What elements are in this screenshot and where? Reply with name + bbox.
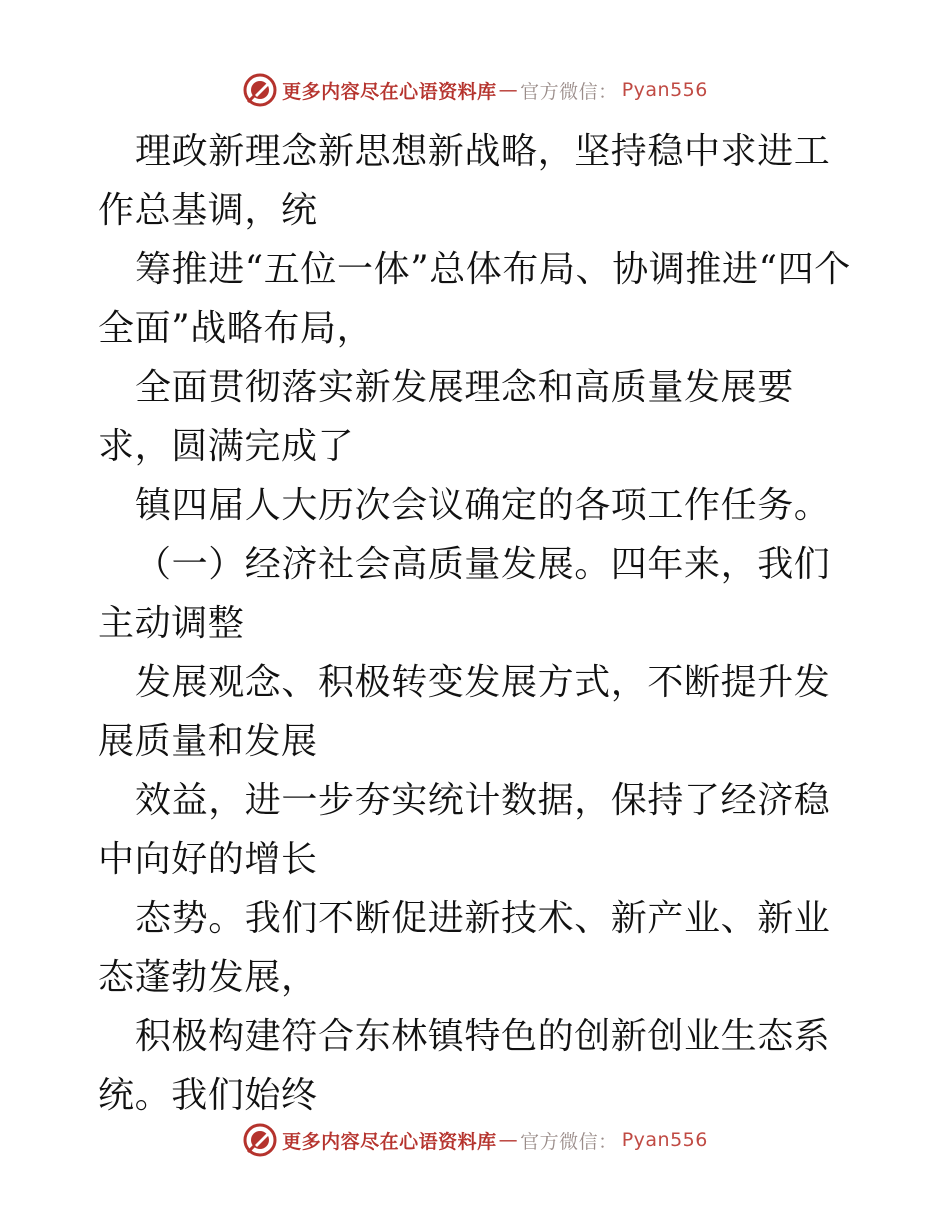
paragraph-5: （一）经济社会高质量发展。四年来，我们主动调整 <box>98 544 831 644</box>
pen-logo-icon <box>242 72 278 108</box>
header-watermark <box>0 70 950 110</box>
pen-logo-icon <box>242 1122 278 1158</box>
watermark-dash: — <box>498 1129 519 1151</box>
paragraph-4: 镇四届人大历次会议确定的各项工作任务。 <box>135 485 831 526</box>
paragraph-9: 积极构建符合东林镇特色的创新创业生态系统。我们始终 <box>98 1016 831 1116</box>
footer-watermark <box>0 1120 950 1160</box>
paragraph-6: 发展观念、积极转变发展方式，不断提升发展质量和发展 <box>98 662 831 762</box>
paragraph-3: 全面贯彻落实新发展理念和高质量发展要求，圆满完成了 <box>98 367 794 467</box>
paragraph-1: 理政新理念新思想新战略，坚持稳中求进工作总基调，统 <box>98 131 831 231</box>
paragraph-8: 态势。我们不断促进新技术、新产业、新业态蓬勃发展， <box>98 898 831 998</box>
paragraph-7: 效益，进一步夯实统计数据，保持了经济稳中向好的增长 <box>98 780 831 880</box>
paragraph-2: 筹推进“五位一体”总体布局、协调推进“四个全面”战略布局， <box>98 249 851 349</box>
watermark-dash: — <box>498 79 519 101</box>
watermark-main-text: 更多内容尽在心语资料库 <box>282 1130 497 1153</box>
watermark-account: Pyan556 <box>621 1129 708 1151</box>
watermark-account: Pyan556 <box>621 79 708 101</box>
document-body <box>98 122 858 1125</box>
watermark-main-text: 更多内容尽在心语资料库 <box>282 80 497 103</box>
watermark-label: 官方微信： <box>520 1130 618 1153</box>
watermark-label: 官方微信： <box>520 80 618 103</box>
